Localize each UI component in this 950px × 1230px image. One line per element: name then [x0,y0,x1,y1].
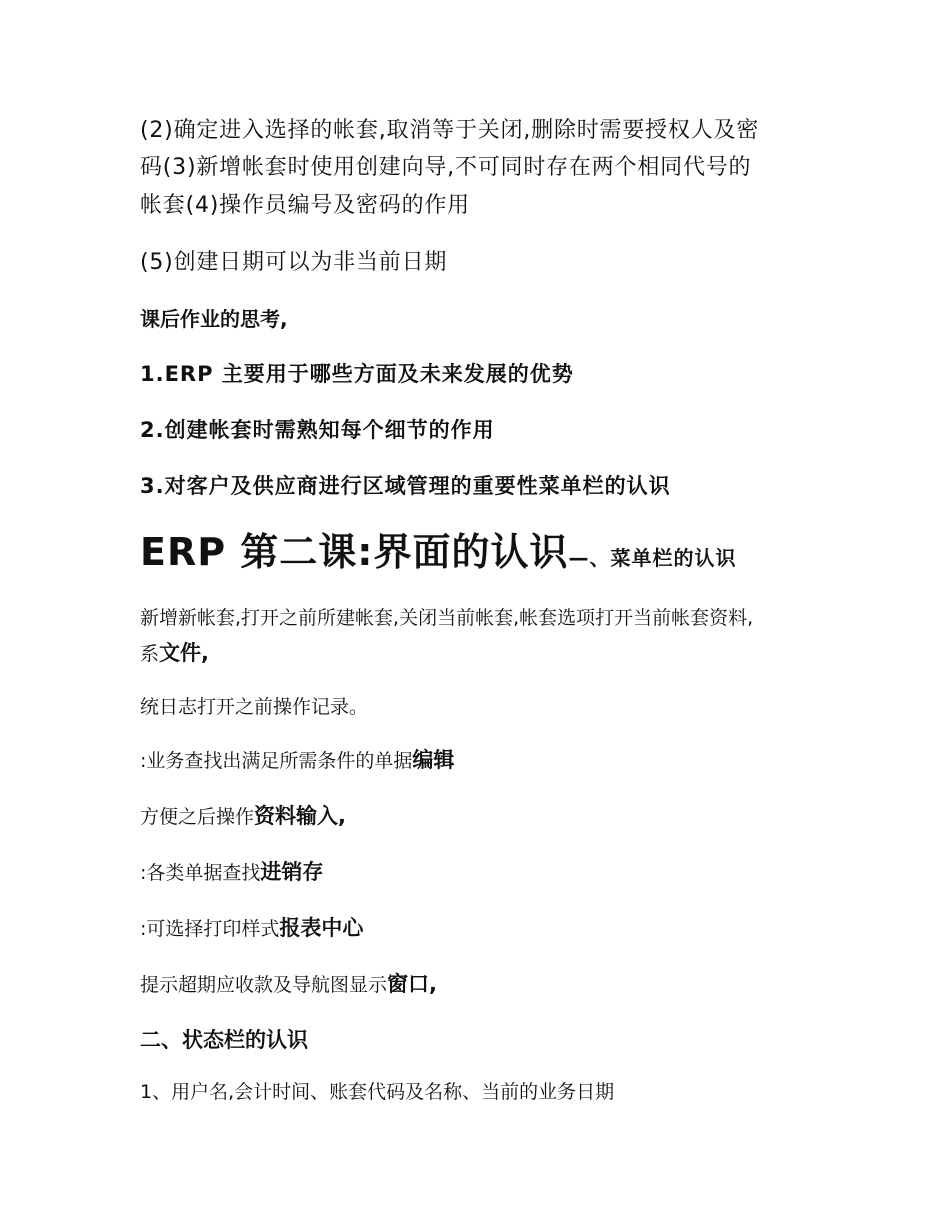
homework-question: 3.对客户及供应商进行区域管理的重要性菜单栏的认识 [140,474,671,498]
text-run: 系 [140,643,160,665]
paragraph-line [140,643,209,664]
paragraph-line [140,974,437,995]
menu-term: 文件, [159,641,209,665]
paragraph-line: 新增新帐套,打开之前所建帐套,关闭当前帐套,帐套选项打开当前帐套资料, [140,607,754,629]
text-run: :可选择打印样式 [140,918,280,940]
paragraph-line [140,750,454,771]
menu-term: 窗口, [387,972,437,996]
menu-term: 资料输入, [254,804,346,828]
menu-term: 编辑 [412,748,455,772]
paragraph-line: 1、用户名,会计时间、账套代码及名称、当前的业务日期 [140,1081,615,1103]
status-heading: 二、状态栏的认识 [140,1028,308,1052]
paragraph-line [140,806,346,827]
text-run: 提示超期应收款及导航图显示 [140,974,388,996]
paragraph-line: (2)确定进入选择的帐套,取消等于关闭,删除时需要授权人及密 [140,118,760,143]
text-run: :各类单据查找 [140,862,261,884]
paragraph-line: 统日志打开之前操作记录。 [140,696,369,718]
text-run: 方便之后操作 [140,806,255,828]
paragraph-line: 帐套(4)操作员编号及密码的作用 [140,193,470,218]
homework-question: 1.ERP 主要用于哪些方面及未来发展的优势 [140,362,574,386]
paragraph-line: (5)创建日期可以为非当前日期 [140,250,448,275]
menu-term: 进销存 [260,860,324,884]
menu-term: 报表中心 [279,916,364,940]
lesson-subtitle: —、菜单栏的认识 [568,546,737,570]
homework-title: 课后作业的思考, [140,307,288,331]
lesson-title: ERP 第二课:界面的认识 [140,530,569,574]
homework-question: 2.创建帐套时需熟知每个细节的作用 [140,418,495,442]
paragraph-line: 码(3)新增帐套时使用创建向导,不可同时存在两个相同代号的 [140,155,752,180]
lesson-heading [140,530,737,574]
paragraph-line [140,918,363,939]
text-run: :业务查找出满足所需条件的单据 [140,750,413,772]
paragraph-line [140,862,323,883]
